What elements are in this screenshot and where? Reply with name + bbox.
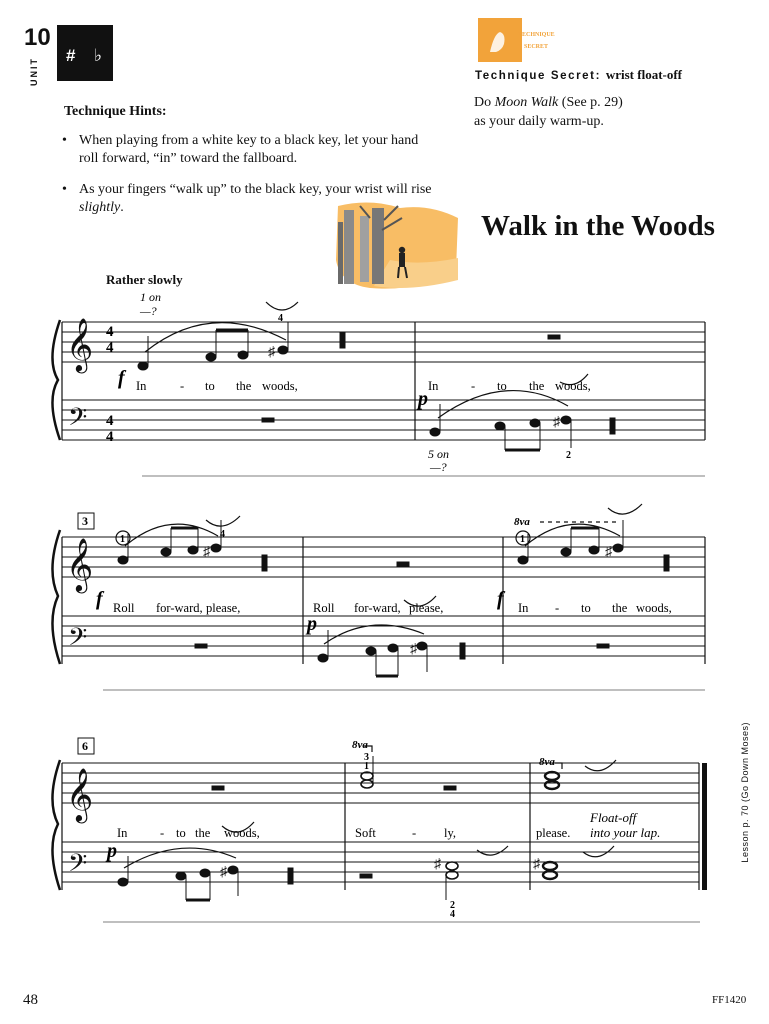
lyric: Soft (355, 826, 376, 840)
whole-note (543, 871, 557, 879)
note (176, 872, 186, 880)
catalog-code: FF1420 (712, 994, 747, 1006)
lyric: to (497, 379, 507, 393)
sharp-icon: ♯ (268, 345, 275, 360)
whole-rest (597, 644, 609, 648)
secret-text: (See p. 29) (558, 95, 623, 110)
ottava-bracket (555, 763, 562, 769)
lyric: Roll (313, 601, 335, 615)
ottava-marking: 8va (539, 756, 555, 768)
note (530, 419, 540, 427)
note (561, 416, 571, 424)
sharp-icon: ♯ (533, 857, 540, 872)
treble-clef-icon: 𝄞 (66, 539, 94, 590)
lyric: for-ward, (156, 601, 203, 615)
page-number: 48 (23, 992, 38, 1008)
piece-title: Walk in the Woods (481, 210, 715, 242)
lyric: please, (206, 601, 241, 615)
wrist-float-arrow (583, 846, 614, 857)
lyric: the (612, 601, 628, 615)
whole-rest (548, 335, 560, 339)
lyric: the (195, 826, 211, 840)
quarter-rest (460, 643, 465, 659)
fingering: 1 (520, 534, 525, 545)
secret-title-value: wrist float-off (605, 67, 683, 82)
lyric: please. (536, 826, 571, 840)
finger-text: —? (140, 304, 157, 318)
note (388, 644, 398, 652)
half-rest (444, 786, 456, 790)
treble-clef-icon: 𝄞 (66, 319, 94, 370)
wrist-float-arrow (477, 846, 508, 855)
wrist-float-arrow (206, 516, 240, 526)
lyric: - (180, 379, 185, 393)
bass-clef-icon: 𝄢 (68, 624, 88, 657)
lyric: to (581, 601, 591, 615)
note (518, 556, 528, 564)
whole-rest (195, 644, 207, 648)
lyric: ly, (444, 826, 457, 840)
bullet-icon: • (62, 133, 67, 148)
fingering: 4 (278, 313, 283, 324)
fingering: 2 (450, 900, 455, 911)
lyric: to (205, 379, 215, 393)
emphasis-text: slightly (79, 200, 121, 215)
note (417, 642, 427, 650)
bullet-icon: • (62, 182, 67, 197)
fingering: 1 (364, 761, 369, 772)
note (138, 362, 148, 370)
unit-number: 10 (24, 24, 51, 51)
note (238, 351, 248, 359)
time-sig-bottom: 4 (106, 340, 114, 356)
note (430, 428, 440, 436)
wrist-float-arrow (585, 760, 616, 771)
lyric: In (518, 601, 529, 615)
dynamic-forte: f (96, 588, 103, 610)
note (118, 556, 128, 564)
measure-number: 3 (82, 514, 88, 528)
lyric: to (176, 826, 186, 840)
note (366, 647, 376, 655)
note (118, 878, 128, 886)
note (188, 546, 198, 554)
quarter-rest (288, 868, 293, 884)
lyric: - (471, 379, 476, 393)
note (589, 546, 599, 554)
note (561, 548, 571, 556)
time-sig-bottom: 4 (106, 429, 114, 445)
sharp-icon: ♯ (434, 857, 441, 872)
unit-label: UNIT (29, 57, 39, 86)
lyric: woods, (636, 601, 672, 615)
ottava-marking: 8va (352, 739, 368, 751)
finger-text: 1 on (140, 290, 161, 304)
sharp-icon: ♯ (605, 545, 612, 560)
lyric: In (136, 379, 147, 393)
sharp-icon: ♯ (220, 865, 227, 880)
quarter-rest (340, 332, 345, 348)
measure-number: 6 (82, 739, 88, 753)
note (613, 544, 623, 552)
sharp-icon: # (66, 46, 76, 65)
lesson-reference-text: Lesson p. 70 (Go Down Moses) (740, 722, 750, 863)
bass-clef-icon: 𝄢 (68, 850, 88, 883)
lyric: the (236, 379, 252, 393)
lyric: woods, (555, 379, 591, 393)
sharp-icon: ♯ (203, 545, 210, 560)
half-note (446, 862, 458, 870)
lyric: In (117, 826, 128, 840)
fingering: 3 (364, 752, 369, 763)
lesson-reference (740, 722, 754, 872)
lyric: woods, (224, 826, 260, 840)
tempo-marking: Rather slowly (106, 272, 183, 287)
note (278, 346, 288, 354)
lyric: the (529, 379, 545, 393)
lyric: - (555, 601, 560, 615)
note (211, 544, 221, 552)
treble-clef-icon: 𝄞 (66, 769, 94, 820)
dynamic-piano: p (418, 388, 428, 410)
whole-rest (212, 786, 224, 790)
fingering: 4 (450, 909, 455, 920)
hint-text: When playing from a white key to a black key, let your hand roll forward, “in” toward the fallboard. (79, 133, 419, 166)
note (318, 654, 328, 662)
fingering: 2 (566, 450, 571, 461)
final-barline (702, 763, 707, 890)
logo-line1: TECHNIQUE (518, 32, 555, 38)
note (228, 866, 238, 874)
fingering: 4 (220, 529, 225, 540)
note (200, 869, 210, 877)
wrist-float-arrow (608, 504, 642, 514)
time-sig-top: 4 (106, 324, 114, 340)
dynamic-piano: p (307, 613, 317, 635)
lyric: - (160, 826, 165, 840)
lyric: In (428, 379, 439, 393)
secret-exercise: Moon Walk (494, 95, 559, 110)
ottava-marking: 8va (514, 516, 530, 528)
time-sig-top: 4 (106, 413, 114, 429)
slur (324, 625, 424, 644)
note (206, 353, 216, 361)
dynamic-forte: f (497, 588, 504, 610)
whole-note (545, 772, 559, 780)
fingering: 1 (120, 534, 125, 545)
float-off-text: Float-off (590, 810, 637, 825)
logo-line2: SECRET (524, 44, 549, 50)
hint-text: As your fingers “walk up” to the black key, your wrist will rise slightly. (79, 182, 432, 215)
lyric: for-ward, (354, 601, 401, 615)
whole-rest (262, 418, 274, 422)
lyric: Roll (113, 601, 135, 615)
quarter-rest (610, 418, 615, 434)
lyric: woods, (262, 379, 298, 393)
dynamic-piano: p (107, 840, 117, 862)
whole-note (543, 862, 557, 870)
note (161, 548, 171, 556)
secret-text: as your daily warm-up. (474, 114, 604, 129)
half-note (361, 780, 373, 788)
whole-rest (397, 562, 409, 566)
wrist-float-arrow (266, 302, 298, 310)
sharp-icon: ♯ (553, 415, 560, 430)
float-off-text: into your lap. (590, 825, 661, 840)
slur (438, 391, 568, 418)
brace-system-1 (52, 320, 60, 440)
lyric: - (412, 826, 417, 840)
flat-icon: ♭ (94, 46, 103, 66)
brace-system-3 (52, 760, 60, 890)
hints-title: Technique Hints: (64, 104, 167, 119)
sharp-icon: ♯ (410, 642, 417, 657)
bass-clef-icon: 𝄢 (68, 404, 88, 437)
half-rest (360, 874, 372, 878)
dynamic-forte: f (118, 367, 125, 389)
secret-text: Do (474, 95, 495, 110)
finger-text: 5 on (428, 447, 449, 461)
note (495, 422, 505, 430)
quarter-rest (664, 555, 669, 571)
whole-note (545, 781, 559, 789)
brace-system-2 (52, 530, 60, 664)
quarter-rest (262, 555, 267, 571)
secret-title-prefix: Technique Secret: (475, 70, 602, 82)
finger-text: —? (430, 460, 447, 474)
lyric: please, (409, 601, 444, 615)
